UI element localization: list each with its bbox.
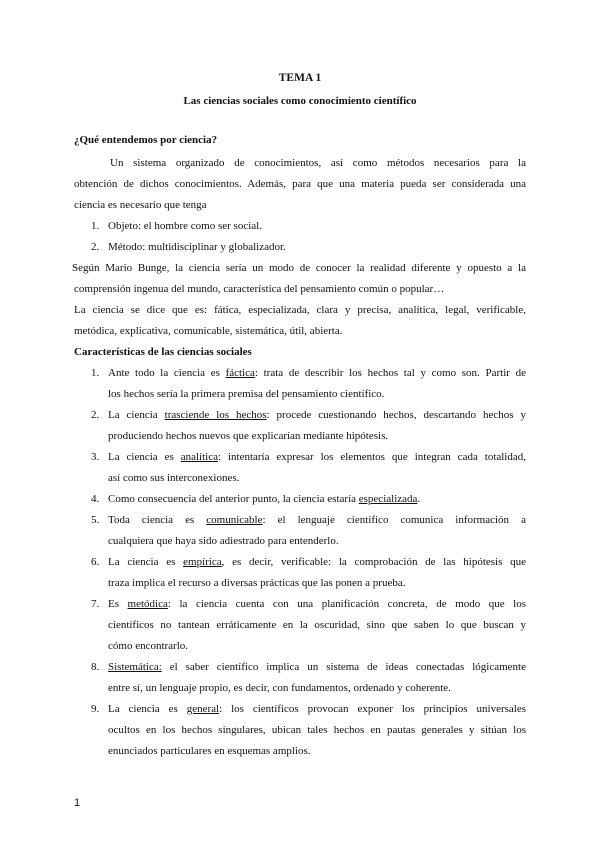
list-item-first-line	[108, 363, 526, 383]
list-number: 4.	[91, 493, 100, 505]
text-span: : trata de describir los hechos tal y como son. Partir de	[254, 367, 526, 379]
list-item-continuation: cualquiera que haya sido adiestrado para entenderlo.	[108, 535, 339, 547]
paragraph-line: Un sistema organizado de conocimientos, así como métodos necesarios para la	[110, 157, 526, 169]
list-item-first-line	[108, 489, 526, 509]
paragraph-line: Según Mario Bunge, la ciencia sería un modo de conocer la realidad diferente y opuesto a la	[72, 262, 526, 274]
text-span: , es decir, verificable: la comprobación de las hipótesis que	[221, 556, 526, 568]
section-heading-ciencia: ¿Qué entendemos por ciencia?	[74, 134, 218, 146]
text-span: La ciencia es	[108, 451, 181, 463]
text-span: La ciencia	[108, 409, 165, 421]
text-span: La ciencia es	[108, 703, 187, 715]
underlined-term: analítica	[180, 451, 218, 463]
underlined-term: especializada	[358, 493, 418, 505]
list-number: 6.	[91, 556, 100, 568]
text-span: .	[417, 493, 421, 505]
list-item-first-line	[108, 657, 526, 677]
paragraph-line: obtención de dichos conocimientos. Además, para que una materia pueda ser considerada una	[74, 178, 526, 190]
list-number: 2.	[91, 241, 100, 253]
underlined-term: trasciende los hechos	[164, 409, 267, 421]
list-item-first-line	[108, 552, 526, 572]
list-item-continuation: los hechos sería la primera premisa del pensamiento científico.	[108, 388, 385, 400]
list-number: 9.	[91, 703, 100, 715]
text-span: Como consecuencia del anterior punto, la ciencia estaría	[108, 493, 359, 505]
underlined-term: metódica	[127, 598, 168, 610]
text-span: Es	[108, 598, 128, 610]
list-item-continuation: entre sí, un lenguaje propio, es decir, con fundamentos, ordenado y coherente.	[108, 682, 451, 694]
paragraph-line: metódica, explicativa, comunicable, sistemática, útil, abierta.	[74, 325, 343, 337]
text-span: Toda ciencia es	[108, 514, 207, 526]
text-span: : el lenguaje científico comunica información a	[262, 514, 526, 526]
page-number: 1	[74, 797, 81, 809]
text-span: La ciencia es	[108, 556, 184, 568]
paragraph-line: ciencia es necesario que tenga	[74, 199, 207, 211]
list-item-continuation: científicos no tantean erráticamente en la oscuridad, sino que saben lo que buscan y	[108, 619, 526, 631]
document-title: TEMA 1	[278, 72, 322, 84]
list-item-continuation: traza implica el recurso a diversas prácticas que las ponen a prueba.	[108, 577, 406, 589]
list-item-first-line	[108, 510, 526, 530]
list-number: 1.	[91, 367, 100, 379]
list-number: 8.	[91, 661, 100, 673]
list-number: 3.	[91, 451, 100, 463]
paragraph-line: comprensión ingenua del mundo, característica del pensamiento común o popular…	[74, 283, 445, 295]
list-number: 2.	[91, 409, 100, 421]
underlined-term: general	[186, 703, 220, 715]
underlined-term: Sistemática:	[108, 661, 162, 673]
list-number: 5.	[91, 514, 100, 526]
document-subtitle: Las ciencias sociales como conocimiento científico	[183, 95, 417, 107]
text-span: : procede cuestionando hechos, descartando hechos y	[266, 409, 527, 421]
paragraph-line: La ciencia se dice que es: fática, especializada, clara y precisa, analítica, legal, verificable,	[74, 304, 526, 316]
list-item-first-line	[108, 594, 526, 614]
text-span: : intentaría expresar los elementos que integran cada totalidad,	[217, 451, 526, 463]
list-item-continuation: cómo encontrarlo.	[108, 640, 189, 652]
list-item: Objeto: el hombre como ser social.	[108, 220, 262, 232]
text-span: el saber científico implica un sistema de ideas conectadas lógicamente	[161, 661, 526, 673]
text-span: : los científicos provocan exponer los principios universales	[219, 703, 527, 715]
underlined-term: empírica	[183, 556, 222, 568]
underlined-term: comunicable	[206, 514, 263, 526]
list-item-continuation: enunciados particulares en esquemas amplios.	[108, 745, 311, 757]
text-span: : la ciencia cuenta con una planificación concreta, de modo que los	[167, 598, 526, 610]
underlined-term: fáctica	[225, 367, 255, 379]
list-item-continuation: produciendo hechos nuevos que explicarían mediante hipótesis.	[108, 430, 389, 442]
list-item-first-line	[108, 405, 526, 425]
list-number: 7.	[91, 598, 100, 610]
list-item: Método: multidisciplinar y globalizador.	[108, 241, 286, 253]
list-number: 1.	[91, 220, 100, 232]
list-item-continuation: ocultos en los hechos singulares, ubican tales hechos en pautas generales y sitúan los	[108, 724, 526, 736]
list-item-first-line	[108, 447, 526, 467]
list-item-continuation: así como sus interconexiones.	[108, 472, 240, 484]
text-span: Ante todo la ciencia es	[108, 367, 226, 379]
section-heading-caracteristicas: Características de las ciencias sociales	[74, 346, 252, 358]
list-item-first-line	[108, 699, 526, 719]
